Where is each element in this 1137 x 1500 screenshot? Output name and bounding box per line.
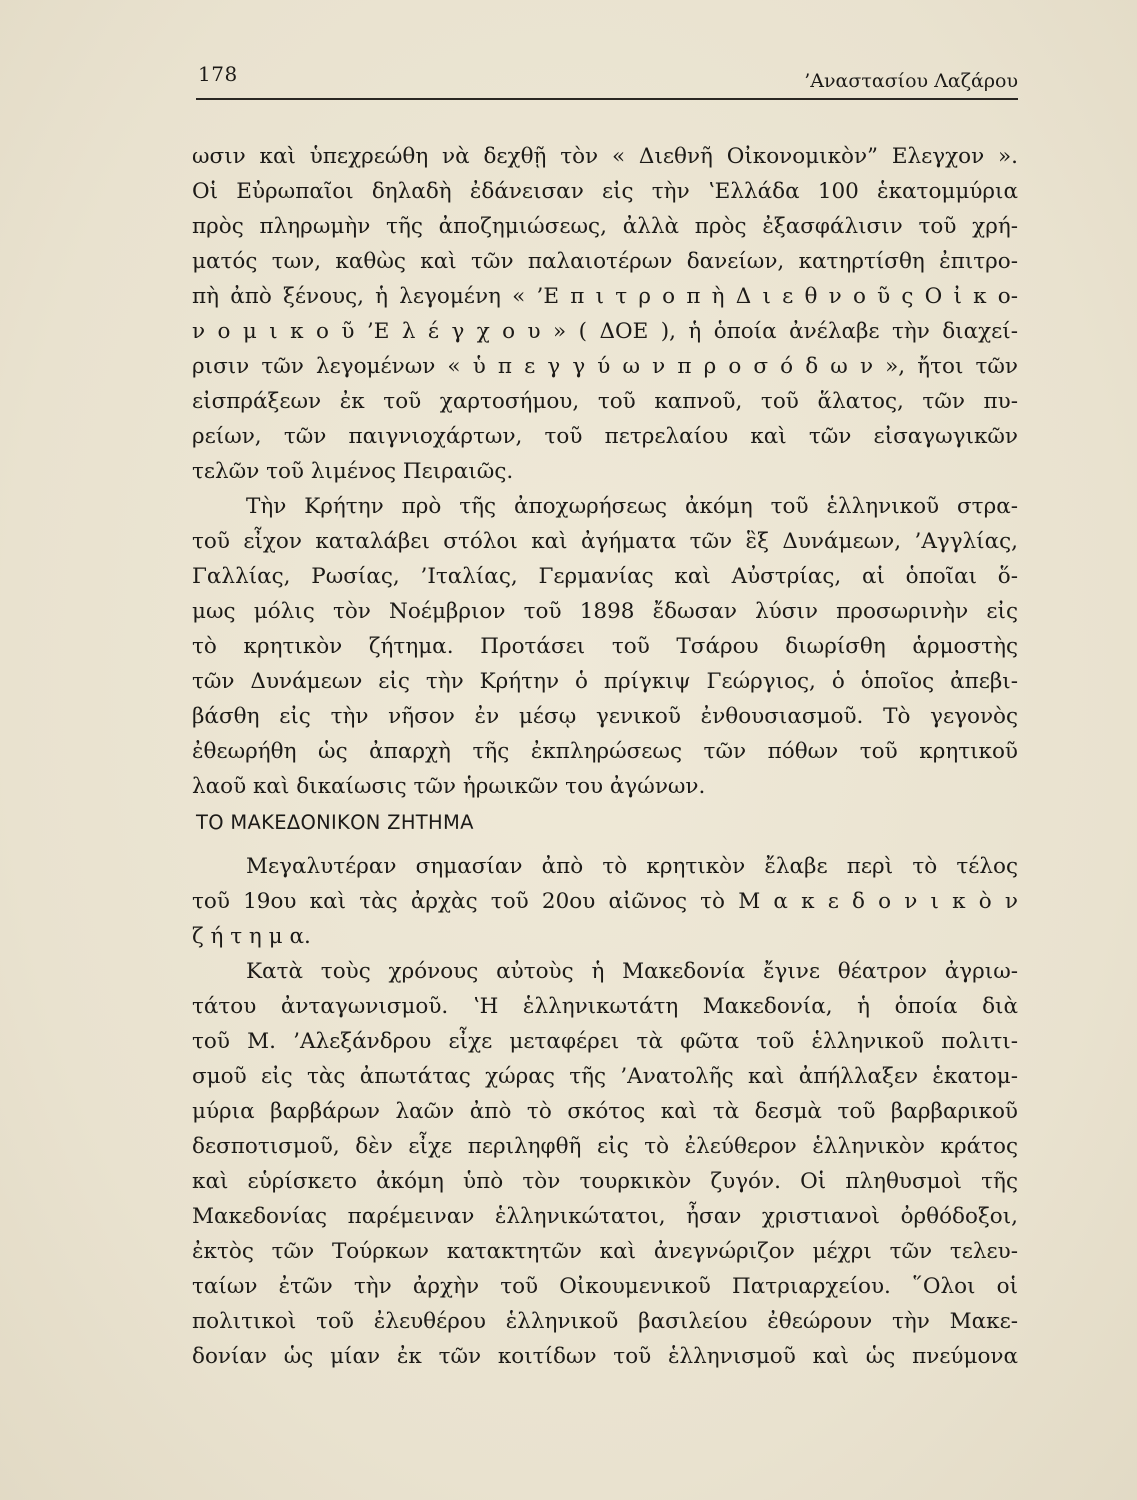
text-line: μύρια βαρβάρων λαῶν ἀπὸ τὸ σκότος καὶ τὰ δεσμὰ τοῦ βαρβαρικοῦ: [192, 1099, 1018, 1124]
text-line: ζ ή τ η μ α.: [192, 924, 311, 949]
text-line: πρὸς πληρωμὴν τῆς ἀποζημιώσεως, ἀλλὰ πρὸς ἐξασφάλισιν τοῦ χρή-: [192, 214, 1018, 239]
text-line: μως μόλις τὸν Νοέμβριον τοῦ 1898 ἔδωσαν λύσιν προσωρινὴν εἰς: [192, 599, 1018, 624]
text-line: Μεγαλυτέραν σημασίαν ἀπὸ τὸ κρητικὸν ἔλαβε περὶ τὸ τέλος: [246, 854, 1018, 879]
text-line: ταίων ἐτῶν τὴν ἀρχὴν τοῦ Οἰκουμενικοῦ Πατριαρχείου. ῞Ολοι οἱ: [192, 1274, 1018, 1299]
text-line: ματός των, καθὼς καὶ τῶν παλαιοτέρων δανείων, κατηρτίσθη ἐπιτρο-: [192, 249, 1018, 274]
text-line: ρισιν τῶν λεγομένων « ὑ π ε γ γ ύ ω ν π ρ ο σ ό δ ω ν », ἤτοι τῶν: [192, 354, 1018, 379]
text-line: ωσιν καὶ ὑπεχρεώθη νὰ δεχθῇ τὸν « Διεθνῆ Οἰκονομικὸν” Ελεγχον ».: [192, 144, 1018, 169]
text-line: καὶ εὑρίσκετο ἀκόμη ὑπὸ τὸν τουρκικὸν ζυγόν. Οἱ πληθυσμοὶ τῆς: [192, 1169, 1018, 1194]
text-line: Τὴν Κρήτην πρὸ τῆς ἀποχωρήσεως ἀκόμη τοῦ ἑλληνικοῦ στρα-: [246, 494, 1018, 519]
text-line: ρείων, τῶν παιγνιοχάρτων, τοῦ πετρελαίου καὶ τῶν εἰσαγωγικῶν: [192, 424, 1018, 449]
page-header: [196, 58, 1018, 100]
text-line: εἰσπράξεων ἐκ τοῦ χαρτοσήμου, τοῦ καπνοῦ, τοῦ ἅλατος, τῶν πυ-: [192, 389, 1018, 414]
text-line: τὸ κρητικὸν ζήτημα. Προτάσει τοῦ Τσάρου διωρίσθη ἁρμοστὴς: [192, 634, 1018, 659]
section-title: ΤΟ ΜΑΚΕΔΟΝΙΚΟΝ ΖΗΤΗΜΑ: [196, 811, 474, 834]
text-line: Οἱ Εὐρωπαῖοι δηλαδὴ ἐδάνεισαν εἰς τὴν ʽΕλλάδα 100 ἑκατομμύρια: [192, 179, 1018, 204]
text-line: τοῦ εἶχον καταλάβει στόλοι καὶ ἀγήματα τῶν ἓξ Δυνάμεων, ’Αγγλίας,: [192, 529, 1018, 554]
text-line: τῶν Δυνάμεων εἰς τὴν Κρήτην ὁ πρίγκιψ Γεώργιος, ὁ ὁποῖος ἀπεβι-: [192, 669, 1018, 694]
text-line: σμοῦ εἰς τὰς ἀπωτάτας χώρας τῆς ’Ανατολῆς καὶ ἀπήλλαξεν ἑκατομ-: [192, 1064, 1018, 1089]
text-line: δεσποτισμοῦ, δὲν εἶχε περιληφθῆ εἰς τὸ ἐλεύθερον ἑλληνικὸν κράτος: [192, 1134, 1018, 1159]
running-head: ’Αναστασίου Λαζάρου: [804, 70, 1018, 92]
text-line: τοῦ Μ. ’Αλεξάνδρου εἶχε μεταφέρει τὰ φῶτα τοῦ ἑλληνικοῦ πολιτι-: [192, 1029, 1018, 1054]
page-number: 178: [198, 62, 238, 86]
text-line: τοῦ 19ου καὶ τὰς ἀρχὰς τοῦ 20ου αἰῶνος τὸ Μ α κ ε δ ο ν ι κ ὸ ν: [192, 889, 1018, 914]
text-line: τελῶν τοῦ λιμένος Πειραιῶς.: [192, 459, 514, 484]
text-line: ν ο μ ι κ ο ῦ ’Ε λ έ γ χ ο υ » ( ΔΟΕ ), ἡ ὁποία ἀνέλαβε τὴν διαχεί-: [192, 319, 1018, 344]
text-line: λαοῦ καὶ δικαίωσις τῶν ἡρωικῶν του ἀγώνων.: [192, 774, 706, 799]
text-line: Μακεδονίας παρέμειναν ἑλληνικώτατοι, ἦσαν χριστιανοὶ ὀρθόδοξοι,: [192, 1204, 1018, 1229]
text-line: τάτου ἀνταγωνισμοῦ. ʽΗ ἑλληνικωτάτη Μακεδονία, ἡ ὁποία διὰ: [192, 994, 1018, 1019]
text-line: βάσθη εἰς τὴν νῆσον ἐν μέσῳ γενικοῦ ἐνθουσιασμοῦ. Τὸ γεγονὸς: [192, 704, 1018, 729]
text-line: ἐκτὸς τῶν Τούρκων κατακτητῶν καὶ ἀνεγνώριζον μέχρι τῶν τελευ-: [192, 1239, 1018, 1264]
text-line: Κατὰ τοὺς χρόνους αὐτοὺς ἡ Μακεδονία ἔγινε θέατρον ἀγριω-: [246, 959, 1018, 984]
text-line: πὴ ἀπὸ ξένους, ἡ λεγομένη « ’Ε π ι τ ρ ο π ὴ Δ ι ε θ ν ο ῦ ς Ο ἰ κ ο-: [192, 284, 1018, 309]
text-line: Γαλλίας, Ρωσίας, ’Ιταλίας, Γερμανίας καὶ Αὐστρίας, αἱ ὁποῖαι ὅ-: [192, 564, 1018, 589]
text-line: πολιτικοὶ τοῦ ἐλευθέρου ἑλληνικοῦ βασιλείου ἐθεώρουν τὴν Μακε-: [192, 1309, 1018, 1334]
text-line: δονίαν ὡς μίαν ἐκ τῶν κοιτίδων τοῦ ἑλληνισμοῦ καὶ ὡς πνεύμονα: [192, 1344, 1018, 1369]
text-line: ἐθεωρήθη ὡς ἀπαρχὴ τῆς ἐκπληρώσεως τῶν πόθων τοῦ κρητικοῦ: [192, 739, 1018, 764]
